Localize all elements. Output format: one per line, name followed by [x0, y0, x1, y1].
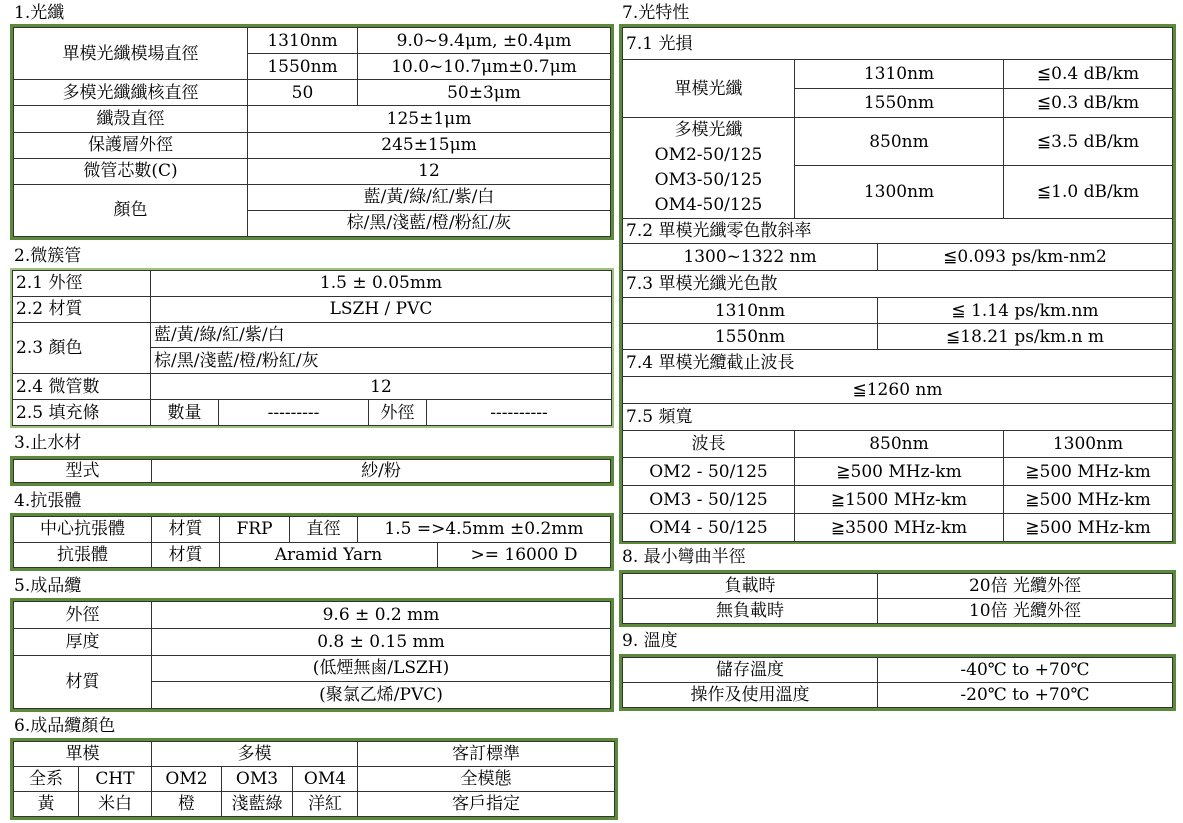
filler-qty-label: 數量	[151, 400, 219, 426]
mm-1300-wavelength: 1300nm	[795, 166, 1004, 219]
fiber-color-1: 藍/黃/綠/紅/紫/白	[248, 184, 611, 210]
dispersion-1550-wavelength: 1550nm	[623, 324, 878, 350]
jacket-material-2: (聚氯乙烯/PVC)	[152, 682, 611, 709]
color-custom-value: 客戶指定	[358, 792, 615, 817]
color-col-custom: 全模態	[358, 767, 615, 792]
loaded-label: 負載時	[623, 574, 878, 599]
mm-label-om2: OM2-50/125	[654, 145, 763, 165]
section-4-title: 4.抗張體	[14, 491, 82, 511]
section-5-title: 5.成品纜	[14, 576, 82, 596]
operating-temp-value: -20℃ to +70℃	[878, 683, 1173, 708]
unloaded-label: 無負載時	[623, 599, 878, 624]
tube-od-value: 1.5 ± 0.05mm	[151, 271, 612, 297]
mm-label-om4: OM4-50/125	[654, 195, 763, 215]
bandwidth-om3-label: OM3 - 50/125	[623, 486, 795, 514]
dispersion-1310-value: ≦ 1.14 ps/km.nm	[878, 298, 1173, 324]
section-8-title: 8. 最小彎曲半徑	[622, 547, 746, 567]
bandwidth-om4-850: ≧3500 MHz-km	[795, 514, 1004, 542]
mfd-1310-value: 9.0~9.4μm, ±0.4μm	[358, 28, 611, 54]
sm-1550-wavelength: 1550nm	[795, 89, 1004, 118]
bandwidth-om2-850: ≧500 MHz-km	[795, 458, 1004, 486]
zero-dispersion-header: 7.2 單模光纖零色散斜率	[623, 219, 1173, 244]
color-om4-value: 洋紅	[293, 792, 358, 817]
attenuation-header: 7.1 光損	[623, 28, 1173, 60]
tube-color-2: 棕/黑/淺藍/橙/粉紅/灰	[151, 348, 612, 374]
tube-color-label: 2.3 顏色	[13, 322, 151, 374]
storage-temp-label: 儲存溫度	[623, 658, 878, 683]
mfd-1550-wavelength: 1550nm	[248, 54, 358, 80]
bandwidth-om2-1300: ≧500 MHz-km	[1004, 458, 1173, 486]
section-3-title: 3.止水材	[14, 433, 82, 453]
tube-color-1: 藍/黃/綠/紅/紫/白	[151, 322, 612, 348]
color-om3-value: 淺藍綠	[222, 792, 293, 817]
filler-od-value: ----------	[427, 400, 612, 426]
section-2-title: 2.微簇管	[14, 246, 82, 266]
strength-material-label: 材質	[152, 542, 220, 568]
central-material-label: 材質	[152, 517, 220, 543]
core-diameter-size: 50	[248, 80, 358, 106]
fiber-color-label: 顏色	[14, 184, 248, 236]
micro-tube-table	[10, 268, 614, 428]
jacket-thickness-value: 0.8 ± 0.15 mm	[152, 628, 611, 655]
tube-count-value: 12	[151, 374, 612, 400]
strength-label: 抗張體	[14, 542, 152, 568]
filler-qty-value: ---------	[219, 400, 369, 426]
sm-1310-wavelength: 1310nm	[795, 60, 1004, 89]
jacket-thickness-label: 厚度	[14, 628, 152, 655]
bandwidth-header: 7.5 頻寬	[623, 404, 1173, 431]
water-block-table	[10, 456, 614, 486]
bandwidth-om3-850: ≧1500 MHz-km	[795, 486, 1004, 514]
cable-od-label: 外徑	[14, 602, 152, 629]
color-col-cht: CHT	[79, 767, 152, 792]
bandwidth-om4-label: OM4 - 50/125	[623, 514, 795, 542]
cladding-value: 125±1μm	[248, 106, 611, 132]
storage-temp-value: -40℃ to +70℃	[878, 658, 1173, 683]
bandwidth-om4-1300: ≧500 MHz-km	[1004, 514, 1173, 542]
operating-temp-label: 操作及使用溫度	[623, 683, 878, 708]
mm-attenuation-label	[623, 118, 795, 219]
mfd-label: 單模光纖模場直徑	[14, 28, 248, 80]
dispersion-1550-value: ≦18.21 ps/km.n m	[878, 324, 1173, 350]
core-diameter-label: 多模光纖纖核直徑	[14, 80, 248, 106]
fiber-color-2: 棕/黑/淺藍/橙/粉紅/灰	[248, 210, 611, 236]
central-strength-label: 中心抗張體	[14, 517, 152, 543]
strength-member-table	[10, 513, 614, 571]
color-col-om3: OM3	[222, 767, 293, 792]
dispersion-1310-wavelength: 1310nm	[623, 298, 878, 324]
filler-od-label: 外徑	[369, 400, 427, 426]
mfd-1550-value: 10.0~10.7μm±0.7μm	[358, 54, 611, 80]
cutoff-header: 7.4 單模光纜截止波長	[623, 350, 1173, 377]
mm-label-title: 多模光纖	[674, 120, 743, 140]
color-all-value: 黃	[14, 792, 79, 817]
strength-denier-value: >= 16000 D	[438, 542, 611, 568]
mfd-1310-wavelength: 1310nm	[248, 28, 358, 54]
bend-radius-table	[619, 570, 1176, 627]
jacket-material-1: (低煙無鹵/LSZH)	[152, 655, 611, 682]
central-diameter-value: 1.5 =>4.5mm ±0.2mm	[358, 517, 611, 543]
strength-material-value: Aramid Yarn	[220, 542, 438, 568]
section-7-title: 7.光特性	[622, 3, 690, 23]
filler-label: 2.5 填充條	[13, 400, 151, 426]
chromatic-dispersion-header: 7.3 單模光纖光色散	[623, 271, 1173, 298]
water-block-type-value: 紗/粉	[152, 460, 611, 483]
finished-cable-table	[10, 598, 614, 712]
core-count-label: 微管芯數(C)	[14, 158, 248, 184]
loaded-value: 20倍 光纜外徑	[878, 574, 1173, 599]
bandwidth-col-850: 850nm	[795, 431, 1004, 458]
mm-1300-attenuation: ≦1.0 dB/km	[1004, 166, 1173, 219]
sm-attenuation-label: 單模光纖	[623, 60, 795, 118]
coating-label: 保護層外徑	[14, 132, 248, 158]
temperature-table	[619, 654, 1176, 711]
sm-1550-attenuation: ≦0.3 dB/km	[1004, 89, 1173, 118]
cladding-label: 纖殼直徑	[14, 106, 248, 132]
tube-od-label: 2.1 外徑	[13, 271, 151, 297]
mm-850-wavelength: 850nm	[795, 118, 1004, 166]
bandwidth-col-1300: 1300nm	[1004, 431, 1173, 458]
section-9-title: 9. 溫度	[622, 631, 678, 651]
optical-table	[619, 24, 1176, 544]
unloaded-value: 10倍 光纜外徑	[878, 599, 1173, 624]
cable-od-value: 9.6 ± 0.2 mm	[152, 602, 611, 629]
color-col-om4: OM4	[293, 767, 358, 792]
bandwidth-om3-1300: ≧500 MHz-km	[1004, 486, 1173, 514]
color-cht-value: 米白	[79, 792, 152, 817]
coating-value: 245±15μm	[248, 132, 611, 158]
custom-header: 客訂標準	[358, 742, 615, 767]
zero-dispersion-range: 1300~1322 nm	[623, 244, 878, 271]
section-1-title: 1.光纖	[14, 3, 65, 23]
tube-count-label: 2.4 微管數	[13, 374, 151, 400]
multimode-header: 多模	[152, 742, 358, 767]
water-block-type-label: 型式	[14, 460, 152, 483]
central-diameter-label: 直徑	[290, 517, 358, 543]
core-diameter-value: 50±3μm	[358, 80, 611, 106]
tube-material-value: LSZH / PVC	[151, 296, 612, 322]
bandwidth-om2-label: OM2 - 50/125	[623, 458, 795, 486]
color-om2-value: 橙	[152, 792, 222, 817]
bandwidth-col-wavelength: 波長	[623, 431, 795, 458]
zero-dispersion-value: ≦0.093 ps/km-nm2	[878, 244, 1173, 271]
fiber-table	[10, 24, 614, 240]
cable-color-table	[10, 738, 618, 820]
sm-1310-attenuation: ≦0.4 dB/km	[1004, 60, 1173, 89]
tube-material-label: 2.2 材質	[13, 296, 151, 322]
jacket-material-label: 材質	[14, 655, 152, 709]
mm-label-om3: OM3-50/125	[654, 170, 763, 190]
mm-850-attenuation: ≦3.5 dB/km	[1004, 118, 1173, 166]
color-col-om2: OM2	[152, 767, 222, 792]
color-col-all: 全系	[14, 767, 79, 792]
section-6-title: 6.成品纜顏色	[14, 716, 116, 736]
cutoff-value: ≦1260 nm	[623, 377, 1173, 404]
singlemode-header: 單模	[14, 742, 152, 767]
central-material-value: FRP	[220, 517, 290, 543]
core-count-value: 12	[248, 158, 611, 184]
